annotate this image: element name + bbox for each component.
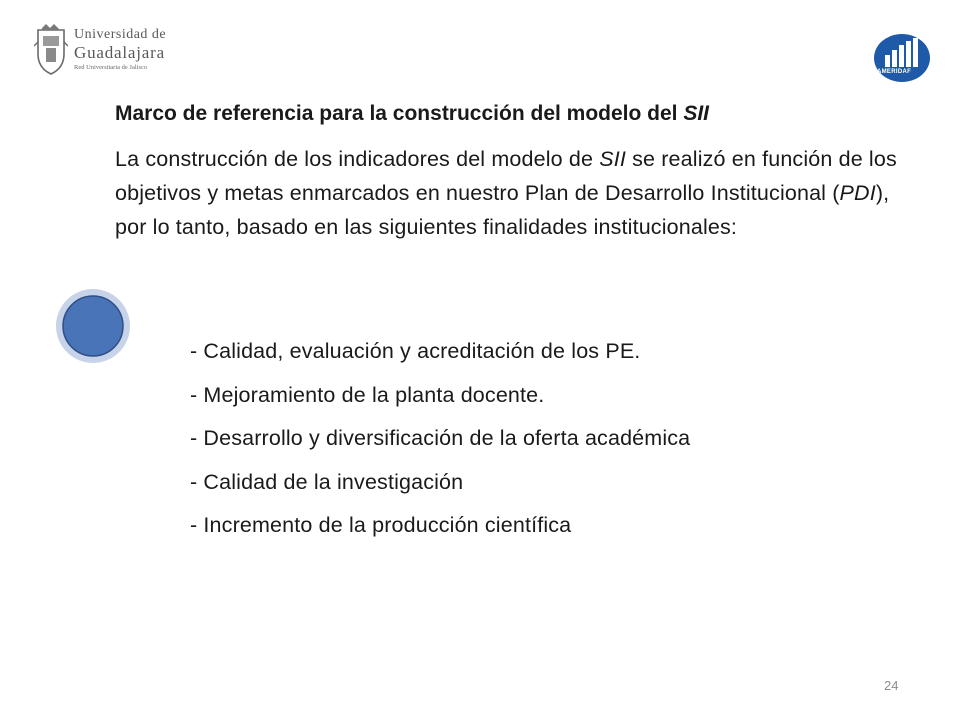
ameridaf-logo (873, 33, 931, 83)
page-number: 24 (884, 678, 899, 693)
university-logo (34, 24, 184, 80)
paragraph-segment: La construcción de los indicadores del modelo de (115, 147, 600, 171)
slide-title-italic: SII (683, 102, 710, 125)
objectives-list (190, 330, 690, 548)
intro-paragraph (115, 142, 915, 244)
ameridaf-text: AMERIDAF (877, 69, 912, 75)
university-name-line2: Guadalajara (74, 43, 165, 62)
decorative-circle (55, 288, 131, 364)
crest-icon (34, 24, 68, 78)
paragraph-segment: se realizó en función de los objetivos y metas enmarcados en nuestro Plan de Desarrollo Institucional ( (115, 147, 897, 205)
building-bars-icon (873, 33, 931, 83)
paragraph-segment-italic: SII (599, 147, 626, 171)
university-name-line1: Universidad de (74, 27, 167, 42)
slide-title-text: Marco de referencia para la construcción del modelo del (115, 102, 684, 125)
list-item: - Incremento de la producción científica (190, 513, 572, 537)
list-item: - Calidad, evaluación y acreditación de los PE. (190, 339, 641, 363)
slide-title (115, 102, 709, 126)
list-item: - Calidad de la investigación (190, 469, 464, 494)
list-item: - Desarrollo y diversificación de la oferta académica (190, 426, 691, 450)
paragraph-segment: ), por lo tanto, basado en las siguientes finalidades institucionales: (115, 181, 890, 239)
university-network: Red Universitaria de Jalisco (74, 64, 148, 71)
list-item: - Mejoramiento de la planta docente. (190, 382, 545, 407)
paragraph-segment-italic: PDI (839, 181, 876, 205)
